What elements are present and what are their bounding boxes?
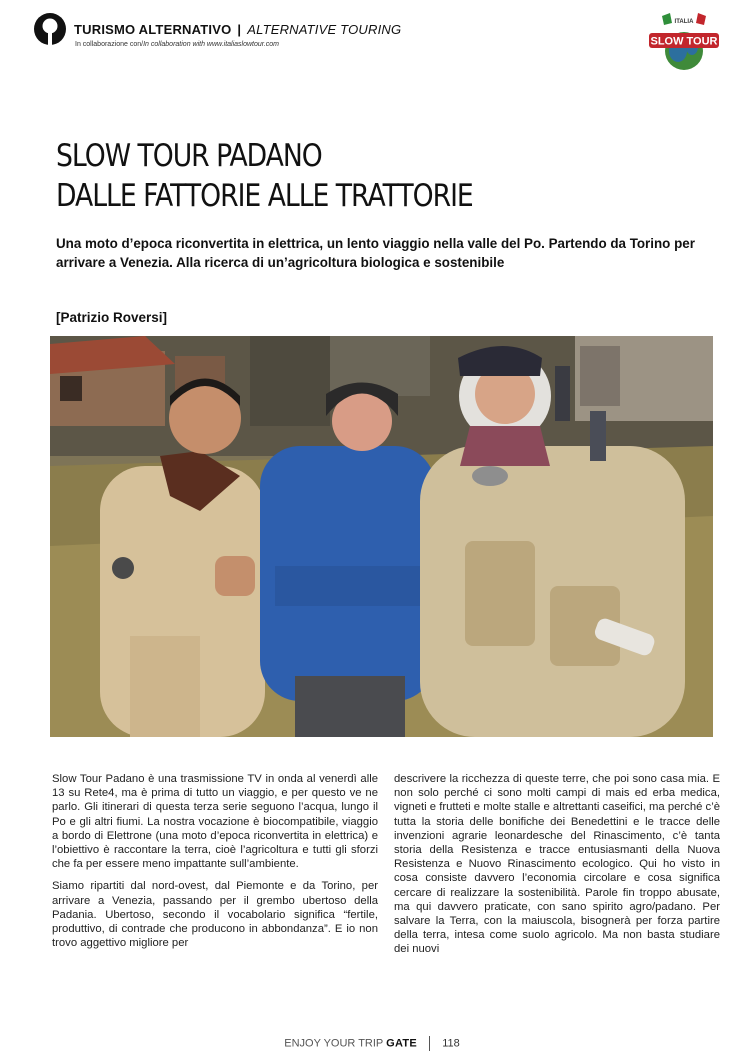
gate-logo-icon	[33, 12, 67, 46]
page-number: 118	[442, 1037, 460, 1050]
page-footer	[0, 1036, 744, 1051]
article-title-line1: SLOW TOUR PADANO	[56, 138, 322, 174]
article-body	[52, 772, 720, 967]
collaboration-link: In collaboration with www.italiaslowtour.com	[143, 41, 280, 48]
collaboration-label: In collaborazione con/	[75, 41, 144, 48]
article-photo	[50, 336, 713, 737]
badge-top-text: ITALIA	[674, 19, 694, 25]
collaboration-note	[75, 41, 279, 48]
badge-text: SLOW TOUR	[650, 35, 718, 48]
article-author: [Patrizio Roversi]	[56, 310, 168, 325]
footer-tagline: ENJOY YOUR TRIP	[284, 1037, 384, 1050]
section-title: TURISMO ALTERNATIVO	[74, 22, 232, 37]
body-column-left	[52, 772, 378, 967]
article-subtitle: Una moto d’epoca riconvertita in elettrica, un lento viaggio nella valle del Po. Partendo da Torino per arrivare a Venezia. Alla ricerca di un’agricoltura biologica e sostenibile	[56, 236, 695, 270]
footer-divider	[429, 1036, 430, 1051]
section-separator: |	[237, 22, 242, 37]
body-paragraph: Siamo ripartiti dal nord-ovest, dal Piemonte e da Torino, per arrivare a Venezia, passando per il grembo ubertoso della Padania. Ubertoso, secondo il vocabolario significa “fertile, produttivo, di contrade che producono in abbondanza”. E io non trovo aggettivo migliore per	[52, 880, 378, 950]
slow-tour-badge	[648, 11, 720, 71]
article-title	[56, 136, 473, 216]
body-paragraph: Slow Tour Padano è una trasmissione TV in onda al venerdì alle 13 su Rete4, ma è prima di tutto un viaggio, e per questo ve ne parlo. Gli itinerari di questa terza serie seguono l’acqua, lungo il Po e gli altri fiumi. La nostra vocazione è biocompatibile, viaggio a bordo di Elettrone (una moto d’epoca riconvertita in elettrica) e l’obiettivo è raccontare la terra, cioè l’agricoltura e tutti gli sforzi che fa per essere meno impattante sull’ambiente.	[52, 773, 378, 871]
footer-brand: GATE	[386, 1037, 418, 1050]
section-header	[74, 22, 401, 37]
section-title-en: ALTERNATIVE TOURING	[247, 22, 402, 37]
article-title-line2: DALLE FATTORIE ALLE TRATTORIE	[56, 178, 473, 214]
body-paragraph: descrivere la ricchezza di queste terre, che poi sono casa mia. E non solo perché ci sono molti campi di mais ed erba medica, vigneti e frutteti e molte stalle e altrettanti caseifici, ma perché c’è tutta la storia delle bonifiche dei Benedettini e le tracce delle invenzioni agrarie leonardesche del Rinascimento, c’è tanta storia della Resistenza e tracce entusiasmanti della Nuova Resistenza e Nuovo Rinascimento ecologico. Qui ho visto in cosa consiste davvero l’economia circolare e cosa significa cercare di realizzare la sostenibilità. Parole fin troppo abusate, ma qui davvero praticate, con sano spirito agro/padano. Per salvare la Terra, con la maiuscola, bisognerà per forza partire della terra, intesa come suolo agricolo. Ma non basta studiare dei nuovi	[394, 773, 720, 956]
body-column-right	[394, 772, 720, 967]
